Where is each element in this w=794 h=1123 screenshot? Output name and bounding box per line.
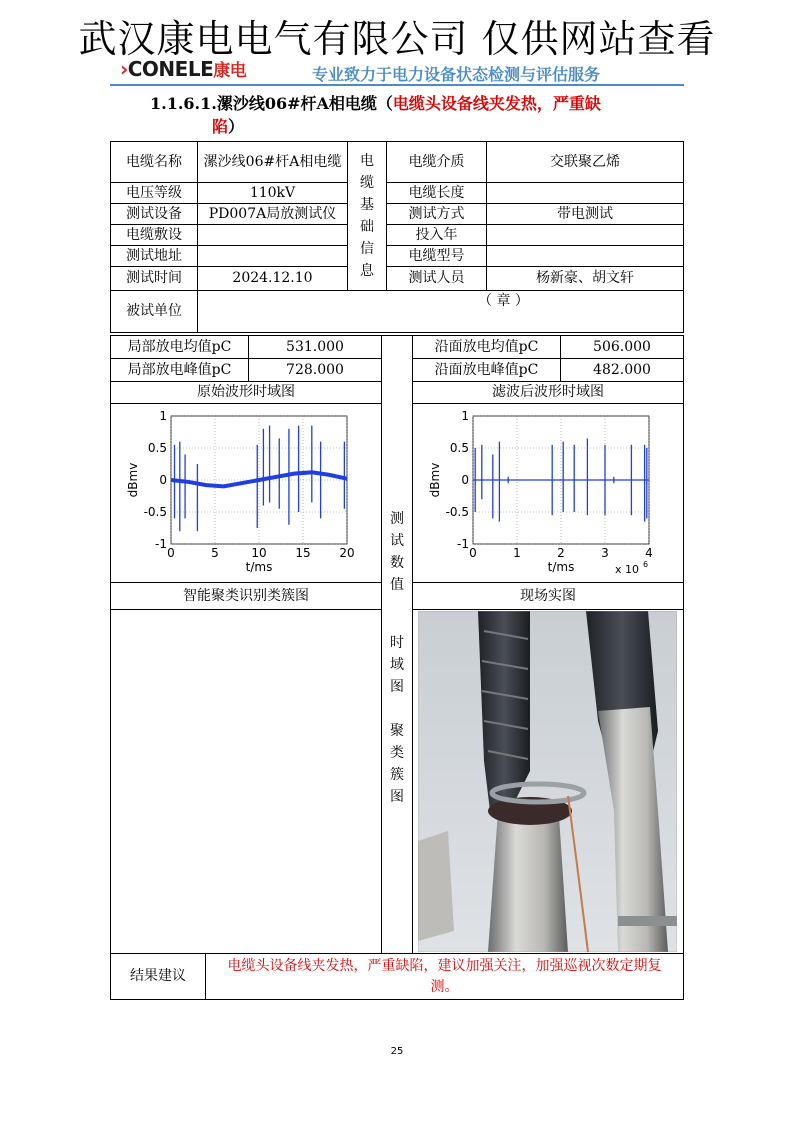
info-value bbox=[486, 182, 684, 204]
info-value bbox=[486, 245, 684, 267]
section-note-close: ） bbox=[228, 117, 245, 136]
sf-avg-label: 沿面放电均值pC bbox=[412, 335, 561, 359]
info-key: 电缆介质 bbox=[386, 141, 487, 183]
info-key: 电缆长度 bbox=[386, 182, 487, 204]
y-tick-label: -0.5 bbox=[445, 505, 469, 519]
info-key: 电缆型号 bbox=[386, 245, 487, 267]
result-text: 电缆头设备线夹发热，严重缺陷，建议加强关注，加强巡视次数定期复测。 bbox=[205, 953, 684, 1000]
cluster-title: 智能聚类识别类簇图 bbox=[110, 582, 382, 610]
x-axis-label: t/ms bbox=[245, 560, 273, 574]
y-axis-label: dBmv bbox=[126, 462, 140, 498]
x-tick-label: 15 bbox=[295, 546, 311, 560]
seal-cell bbox=[197, 290, 684, 333]
pd-peak-value: 728.000 bbox=[248, 358, 382, 382]
x-tick-label: 3 bbox=[601, 546, 609, 560]
x-tick-label: 1 bbox=[513, 546, 521, 560]
sf-peak-value: 482.000 bbox=[560, 358, 684, 382]
filtered-wave-chart bbox=[413, 404, 683, 582]
info-key: 投入年 bbox=[386, 224, 487, 246]
raw-wave-title: 原始波形时域图 bbox=[110, 381, 382, 404]
y-tick-label: -1 bbox=[155, 537, 167, 551]
page-number: 25 bbox=[390, 1046, 404, 1057]
logo-chevron-icon: › bbox=[120, 57, 128, 81]
x-axis-label: t/ms bbox=[547, 560, 575, 574]
info-value: 漯沙线06#杆A相电缆 bbox=[197, 141, 348, 183]
y-tick-label: -1 bbox=[457, 537, 469, 551]
filtered-wave-title: 滤波后波形时域图 bbox=[412, 381, 684, 404]
x-tick-label: 20 bbox=[339, 546, 355, 560]
cluster-chart-area bbox=[110, 609, 382, 954]
raw-wave-chart bbox=[111, 404, 381, 582]
x-tick-label: 10 bbox=[251, 546, 267, 560]
info-value: 带电测试 bbox=[486, 203, 684, 225]
y-tick-label: 0.5 bbox=[449, 441, 469, 455]
pd-peak-label: 局部放电峰值pC bbox=[110, 358, 249, 382]
y-tick-label: 1 bbox=[159, 409, 167, 423]
info-key: 测试设备 bbox=[110, 203, 198, 225]
info-value bbox=[197, 224, 348, 246]
x-tick-label: 0 bbox=[469, 546, 477, 560]
y-tick-label: 0 bbox=[461, 473, 469, 487]
info-value: 2024.12.10 bbox=[197, 266, 348, 291]
watermark-text: 武汉康电电气有限公司 仅供网站查看 bbox=[78, 17, 716, 61]
x-tick-label: 4 bbox=[645, 546, 653, 560]
section-note-open: （ bbox=[376, 94, 393, 113]
middle-label-2: 时域图 bbox=[390, 635, 404, 695]
info-key: 测试方式 bbox=[386, 203, 487, 225]
pd-avg-value: 531.000 bbox=[248, 335, 382, 359]
sf-avg-value: 506.000 bbox=[560, 335, 684, 359]
info-key: 电缆敷设 bbox=[110, 224, 198, 246]
header-divider bbox=[110, 84, 684, 86]
logo-text: CONELE bbox=[127, 57, 214, 81]
x-tick-label: 2 bbox=[557, 546, 565, 560]
info-value: 交联聚乙烯 bbox=[486, 141, 684, 183]
info-value bbox=[197, 245, 348, 267]
slogan: 专业致力于电力设备状态检测与评估服务 bbox=[312, 65, 601, 84]
info-value: 杨新豪、胡文轩 bbox=[486, 266, 684, 291]
info-value: 110kV bbox=[197, 182, 348, 204]
raw-wave-chart-cell bbox=[110, 403, 382, 583]
x-exponent: 6 bbox=[643, 560, 649, 569]
result-label: 结果建议 bbox=[110, 953, 206, 1000]
logo-cn: 康电 bbox=[213, 61, 247, 81]
seal-text: （ 章 ） bbox=[478, 293, 529, 309]
info-value: PD007A局放测试仪 bbox=[197, 203, 348, 225]
info-key: 测试地址 bbox=[110, 245, 198, 267]
y-tick-label: 0 bbox=[159, 473, 167, 487]
info-key: 测试人员 bbox=[386, 266, 487, 291]
y-axis-label: dBmv bbox=[428, 462, 442, 498]
photo-title: 现场实图 bbox=[412, 582, 684, 610]
x-multiplier: x 10 bbox=[615, 563, 640, 576]
pd-avg-label: 局部放电均值pC bbox=[110, 335, 249, 359]
section-note: 电缆头设备线夹发热，严重缺 bbox=[392, 94, 601, 113]
y-tick-label: -0.5 bbox=[143, 505, 167, 519]
unit-label: 被试单位 bbox=[110, 290, 198, 333]
middle-label-1: 测试数值 bbox=[390, 511, 404, 593]
section-number: 1.1.6.1. bbox=[150, 94, 217, 113]
site-photo bbox=[418, 611, 677, 952]
y-tick-label: 1 bbox=[461, 409, 469, 423]
section-title bbox=[150, 92, 670, 138]
company-logo bbox=[120, 56, 246, 81]
middle-label-3: 聚类簇图 bbox=[390, 723, 404, 805]
info-group-label: 电缆基础信息 bbox=[360, 153, 374, 279]
middle-label-column bbox=[381, 335, 413, 954]
info-key: 测试时间 bbox=[110, 266, 198, 291]
x-tick-label: 5 bbox=[211, 546, 219, 560]
section-name: 漯沙线06#杆A相电缆 bbox=[216, 94, 377, 113]
filtered-wave-chart-cell bbox=[412, 403, 684, 583]
info-key: 电缆名称 bbox=[110, 141, 198, 183]
info-group-label-cell bbox=[347, 141, 387, 291]
info-value bbox=[486, 224, 684, 246]
info-key: 电压等级 bbox=[110, 182, 198, 204]
section-note-cont: 陷 bbox=[212, 117, 229, 136]
x-tick-label: 0 bbox=[167, 546, 175, 560]
y-tick-label: 0.5 bbox=[147, 441, 167, 455]
sf-peak-label: 沿面放电峰值pC bbox=[412, 358, 561, 382]
